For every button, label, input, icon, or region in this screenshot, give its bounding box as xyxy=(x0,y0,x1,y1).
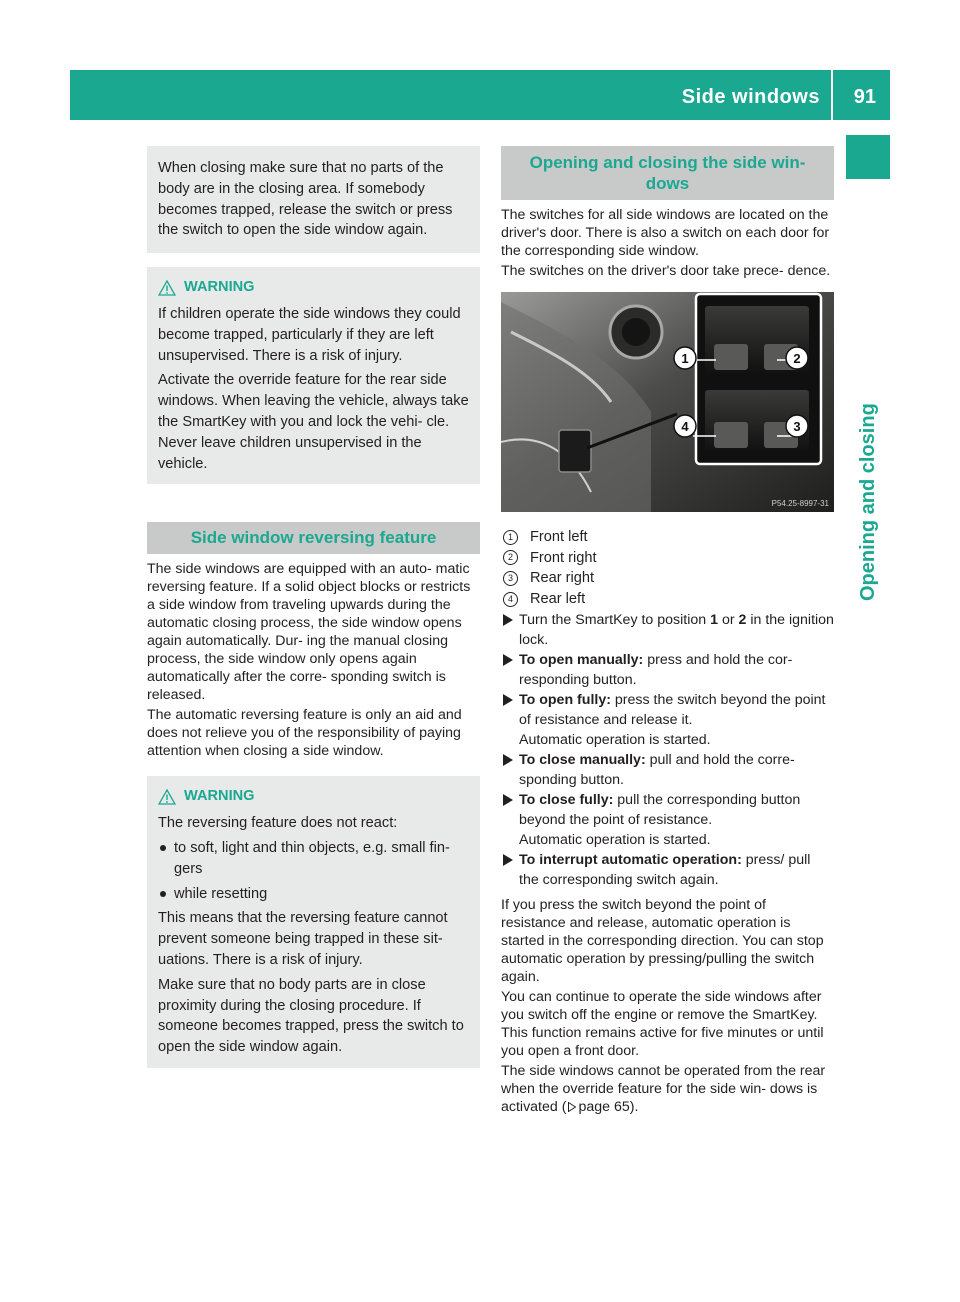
step-arrow-icon xyxy=(503,854,513,866)
step-label: To close fully: xyxy=(519,791,614,808)
body-paragraph: The switches on the driver's door take prece- dence. xyxy=(501,263,831,279)
warning-paragraph: If children operate the side windows they could become trapped, particularly if they are left unsupervised. There is a risk of injury. xyxy=(158,305,461,364)
step-text: pull and hold the corre- sponding button. xyxy=(519,751,795,788)
page-header xyxy=(70,70,890,120)
section-title-reversing: Side window reversing feature xyxy=(147,522,480,554)
instruction-steps xyxy=(501,610,834,890)
body-paragraph: The switches for all side windows are located on the driver's door. There is also a switch on each door for the corresponding side window. xyxy=(501,207,830,259)
callout-3-label: 3 xyxy=(793,419,801,434)
step-text: or xyxy=(718,611,739,628)
body-paragraph xyxy=(501,1062,834,1116)
step-text: in the ignition lock. xyxy=(519,611,834,648)
callout-number-icon: 2 xyxy=(503,550,518,565)
step-arrow-icon xyxy=(503,614,513,626)
warning-box-1 xyxy=(147,267,480,484)
legend-label: Rear left xyxy=(530,591,586,608)
intro-box xyxy=(147,146,480,253)
step-result: Automatic operation is started. xyxy=(519,731,711,748)
callout-number-icon: 1 xyxy=(503,530,518,545)
step-text: press and hold the cor- responding button. xyxy=(519,651,793,688)
warning-triangle-icon xyxy=(158,789,176,805)
section-title-side-windows: Opening and closing the side win- dows xyxy=(501,146,834,200)
page-reference-link[interactable]: page 65 xyxy=(578,1098,630,1115)
chapter-tab xyxy=(846,191,890,601)
step-arrow-icon xyxy=(503,754,513,766)
legend-item xyxy=(501,589,834,610)
intro-line: the switch to open the side window again. xyxy=(158,222,428,239)
closing-body xyxy=(501,896,834,1116)
legend-item xyxy=(501,548,834,569)
intro-line: body are in the closing area. If somebody xyxy=(158,180,425,197)
step-item xyxy=(501,750,834,790)
step-result: Automatic operation is started. xyxy=(519,831,711,848)
step-emphasis: 2 xyxy=(738,611,747,628)
callout-number-icon: 3 xyxy=(503,571,518,586)
step-item xyxy=(501,790,834,850)
legend-item xyxy=(501,568,834,589)
left-column xyxy=(147,146,480,1068)
callout-1-label: 1 xyxy=(681,351,689,366)
warning-heading xyxy=(158,277,470,298)
body-text: ). xyxy=(629,1098,639,1115)
page-reference-arrow-icon xyxy=(568,1102,576,1112)
step-arrow-icon xyxy=(503,694,513,706)
side-windows-intro xyxy=(501,206,834,280)
list-item: to soft, light and thin objects, e.g. small fin- gers xyxy=(158,838,470,880)
step-text: pull the corresponding button beyond the point of resistance. xyxy=(519,791,801,828)
step-label: To open fully: xyxy=(519,691,611,708)
list-item: while resetting xyxy=(158,884,470,905)
step-item xyxy=(501,650,834,690)
step-label: To open manually: xyxy=(519,651,644,668)
legend-label: Rear right xyxy=(530,570,595,587)
intro-line: becomes trapped, release the switch or press xyxy=(158,201,453,218)
chapter-tab-label: Opening and closing xyxy=(857,403,879,601)
callout-legend xyxy=(501,527,834,610)
step-item xyxy=(501,850,834,890)
right-column xyxy=(501,146,834,1116)
step-arrow-icon xyxy=(503,654,513,666)
step-text: press the switch beyond the point of resistance and release it. xyxy=(519,691,826,728)
step-label: To interrupt automatic operation: xyxy=(519,851,742,868)
warning-heading xyxy=(158,786,470,807)
step-text: Turn the SmartKey to position xyxy=(519,611,711,628)
header-title: Side windows xyxy=(681,86,820,108)
warning-paragraph: This means that the reversing feature cannot prevent someone being trapped in these sit- uations. There is a risk of injury. xyxy=(158,910,448,968)
reversing-body xyxy=(147,560,480,760)
warning-paragraph: Activate the override feature for the rear side windows. When leaving the vehicle, always take the SmartKey with you and lock the vehi- cle. Never leave children unsupervised in the vehicle. xyxy=(158,372,469,472)
callout-2-label: 2 xyxy=(793,351,801,366)
page-number: 91 xyxy=(853,86,876,108)
step-item xyxy=(501,690,834,750)
warning-intro: The reversing feature does not react: xyxy=(158,815,398,832)
intro-line: When closing make sure that no parts of the xyxy=(158,160,444,176)
step-label: To close manually: xyxy=(519,751,646,768)
warning-label: WARNING xyxy=(184,788,255,805)
body-paragraph: The side windows are equipped with an auto- matic reversing feature. If a solid object blocks or restricts a side window from traveling upwards during the automatic closing process, the side window opens again automatically. Dur- ing the manual closing process, the side window only opens again automatically after the corre- sponding switch is released. xyxy=(147,561,471,704)
warning-box-2 xyxy=(147,776,480,1068)
body-paragraph: If you press the switch beyond the point of resistance and release, automatic operation is started in the corresponding direction. You can stop automatic operation by pressing/pulling the switch again. xyxy=(501,896,824,985)
step-emphasis: 1 xyxy=(710,611,718,628)
warning-paragraph: Make sure that no body parts are in close proximity during the closing procedure. If someone becomes trapped, press the switch to open the side window again. xyxy=(158,976,464,1056)
step-text: press/ pull the corresponding switch again. xyxy=(519,851,811,888)
legend-label: Front right xyxy=(530,549,597,566)
step-arrow-icon xyxy=(503,794,513,806)
step-item xyxy=(501,610,834,650)
callout-number-icon: 4 xyxy=(503,592,518,607)
warning-bullets xyxy=(158,838,470,904)
figure-code: P54.25-8997-31 xyxy=(771,499,829,508)
body-paragraph: The automatic reversing feature is only an aid and does not relieve you of the responsibility of paying attention when closing a side window. xyxy=(147,707,462,760)
header-separator xyxy=(831,70,833,120)
body-text: The side windows cannot be operated from the rear when the override feature for the side win- dows is activated ( xyxy=(501,1062,826,1115)
legend-label: Front left xyxy=(530,528,588,545)
door-switch-illustration xyxy=(501,292,834,512)
callout-4-label: 4 xyxy=(681,419,689,434)
warning-label: WARNING xyxy=(184,279,255,296)
body-paragraph: You can continue to operate the side windows after you switch off the engine or remove the SmartKey. This function remains active for five minutes or until you open a front door. xyxy=(501,988,824,1059)
side-marker xyxy=(846,135,890,179)
warning-triangle-icon xyxy=(158,280,176,296)
legend-item xyxy=(501,527,834,548)
